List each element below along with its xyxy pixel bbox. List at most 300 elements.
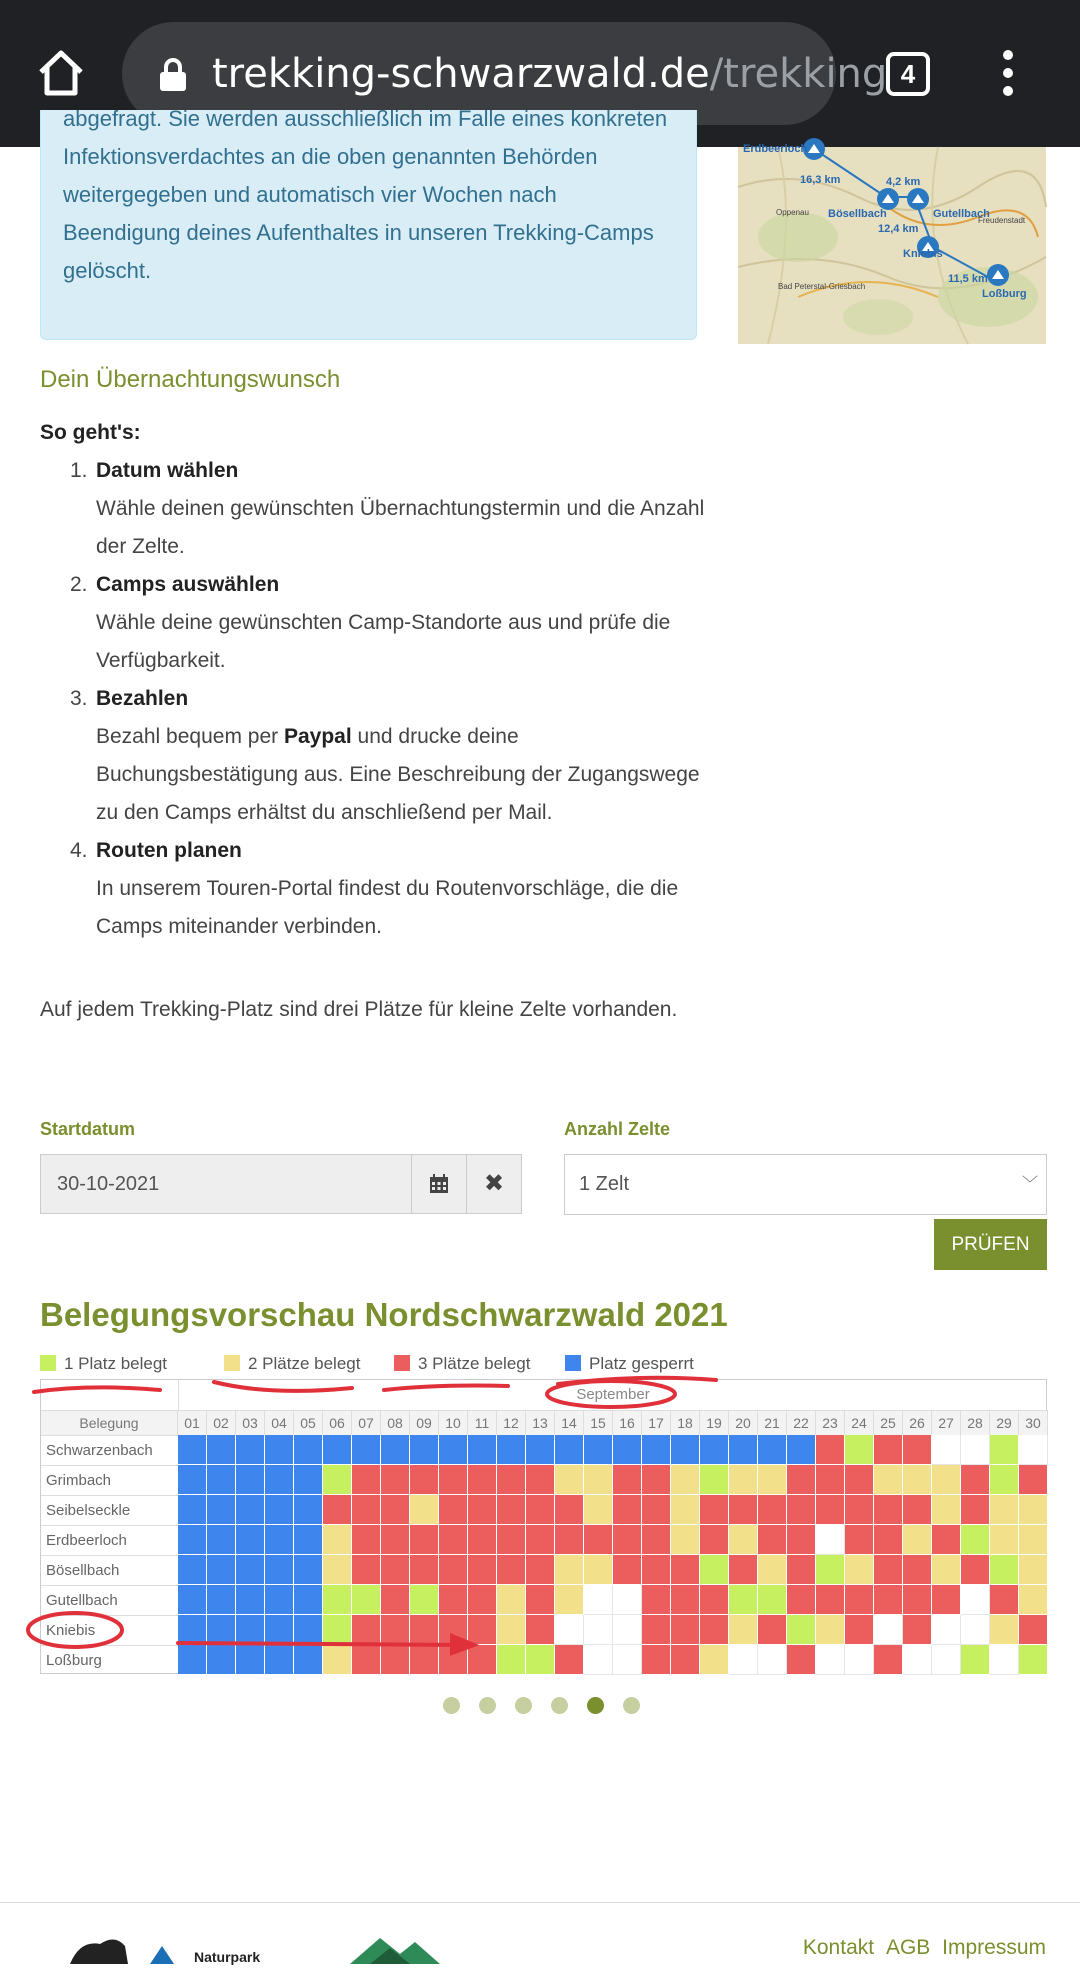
occupancy-cell[interactable] — [265, 1615, 294, 1645]
occupancy-cell[interactable] — [700, 1645, 729, 1675]
occupancy-cell[interactable] — [236, 1555, 265, 1585]
occupancy-cell[interactable] — [439, 1495, 468, 1525]
occupancy-cell[interactable] — [381, 1465, 410, 1495]
occupancy-cell[interactable] — [932, 1645, 961, 1675]
day-header: 08 — [381, 1410, 410, 1435]
occupancy-cell[interactable] — [265, 1585, 294, 1615]
occupancy-cell[interactable] — [323, 1615, 352, 1645]
occupancy-cell[interactable] — [294, 1435, 323, 1465]
occupancy-cell[interactable] — [352, 1465, 381, 1495]
occupancy-cell[interactable] — [903, 1615, 932, 1645]
occupancy-cell[interactable] — [700, 1585, 729, 1615]
occupancy-cell[interactable] — [555, 1615, 584, 1645]
occupancy-cell[interactable] — [845, 1615, 874, 1645]
day-header: 24 — [845, 1410, 874, 1435]
day-header: 10 — [439, 1410, 468, 1435]
occupancy-cell[interactable] — [584, 1615, 613, 1645]
occupancy-cell[interactable] — [816, 1525, 845, 1555]
occupancy-cell[interactable] — [468, 1555, 497, 1585]
occupancy-cell[interactable] — [555, 1645, 584, 1675]
carousel-dot[interactable] — [479, 1697, 496, 1714]
day-header: 28 — [961, 1410, 990, 1435]
tents-label: Anzahl Zelte — [564, 1119, 671, 1139]
occupancy-cell[interactable] — [845, 1465, 874, 1495]
occupancy-cell[interactable] — [671, 1615, 700, 1645]
step-title: Bezahlen — [96, 687, 189, 710]
occupancy-cell[interactable] — [729, 1465, 758, 1495]
occupancy-cell[interactable] — [671, 1495, 700, 1525]
occupancy-cell[interactable] — [526, 1495, 555, 1525]
url-text: trekking-schwarzwald.de/trekking — [212, 51, 888, 97]
occupancy-cell[interactable] — [729, 1495, 758, 1525]
occupancy-cell[interactable] — [352, 1495, 381, 1525]
occupancy-cell[interactable] — [816, 1585, 845, 1615]
occupancy-cell[interactable] — [439, 1555, 468, 1585]
occupancy-cell[interactable] — [787, 1645, 816, 1675]
occupancy-cell[interactable] — [787, 1525, 816, 1555]
occupancy-cell[interactable] — [758, 1495, 787, 1525]
paypal-label: Paypal — [283, 725, 352, 748]
occupancy-cell[interactable] — [787, 1465, 816, 1495]
info-line: weitergegeben und automatisch vier Wochen nach — [63, 182, 557, 207]
occupancy-cell[interactable] — [700, 1615, 729, 1645]
occupancy-cell[interactable] — [1019, 1585, 1048, 1615]
occupancy-cell[interactable] — [439, 1525, 468, 1555]
occupancy-cell[interactable] — [1019, 1465, 1048, 1495]
occupancy-cell[interactable] — [932, 1465, 961, 1495]
occupancy-cell[interactable] — [178, 1555, 207, 1585]
occupancy-cell[interactable] — [845, 1435, 874, 1465]
occupancy-cell[interactable] — [671, 1435, 700, 1465]
occupancy-cell[interactable] — [729, 1615, 758, 1645]
occupancy-cell[interactable] — [468, 1645, 497, 1675]
occupancy-cell[interactable] — [961, 1495, 990, 1525]
occupancy-cell[interactable] — [961, 1555, 990, 1585]
footer-link-kontakt[interactable]: Kontakt — [802, 1936, 875, 1959]
occupancy-cell[interactable] — [874, 1645, 903, 1675]
occupancy-cell[interactable] — [932, 1525, 961, 1555]
occupancy-cell[interactable] — [381, 1495, 410, 1525]
occupancy-cell[interactable] — [613, 1465, 642, 1495]
occupancy-cell[interactable] — [874, 1495, 903, 1525]
start-date-input[interactable]: 30-10-2021 — [40, 1154, 412, 1214]
day-header: 05 — [294, 1410, 323, 1435]
occupancy-cell[interactable] — [381, 1645, 410, 1675]
occupancy-cell[interactable] — [584, 1645, 613, 1675]
occupancy-cell[interactable] — [178, 1615, 207, 1645]
occupancy-cell[interactable] — [1019, 1525, 1048, 1555]
home-icon[interactable] — [36, 48, 86, 98]
occupancy-cell[interactable] — [845, 1645, 874, 1675]
occupancy-cell[interactable] — [671, 1555, 700, 1585]
occupancy-cell[interactable] — [381, 1555, 410, 1585]
occupancy-cell[interactable] — [265, 1525, 294, 1555]
day-header: 25 — [874, 1410, 903, 1435]
footer-divider — [0, 1902, 1080, 1903]
occupancy-cell[interactable] — [816, 1645, 845, 1675]
footer-link-impressum[interactable]: Impressum — [942, 1936, 1046, 1959]
occupancy-cell[interactable] — [439, 1435, 468, 1465]
occupancy-cell[interactable] — [961, 1585, 990, 1615]
occupancy-cell[interactable] — [294, 1645, 323, 1675]
occupancy-cell[interactable] — [207, 1525, 236, 1555]
occupancy-cell[interactable] — [236, 1435, 265, 1465]
occupancy-cell[interactable] — [642, 1465, 671, 1495]
occupancy-cell[interactable] — [758, 1465, 787, 1495]
occupancy-cell[interactable] — [961, 1525, 990, 1555]
occupancy-cell[interactable] — [352, 1645, 381, 1675]
occupancy-cell[interactable] — [410, 1465, 439, 1495]
day-header: 02 — [207, 1410, 236, 1435]
occupancy-cell[interactable] — [352, 1615, 381, 1645]
occupancy-cell[interactable] — [526, 1465, 555, 1495]
occupancy-cell[interactable] — [265, 1555, 294, 1585]
occupancy-cell[interactable] — [497, 1585, 526, 1615]
occupancy-cell[interactable] — [613, 1495, 642, 1525]
step-text: Wähle deinen gewünschten Übernachtungstermin und die Anzahl der Zelte. — [96, 497, 705, 558]
occupancy-grid — [40, 1379, 1047, 1674]
occupancy-cell[interactable] — [787, 1615, 816, 1645]
chevron-down-icon: ﹀ — [1021, 1176, 1038, 1193]
occupancy-cell[interactable] — [990, 1495, 1019, 1525]
occupancy-cell[interactable] — [758, 1645, 787, 1675]
occupancy-cell[interactable] — [961, 1645, 990, 1675]
occupancy-cell[interactable] — [671, 1585, 700, 1615]
occupancy-cell[interactable] — [874, 1585, 903, 1615]
tab-switcher-button[interactable]: 4 — [886, 52, 930, 96]
legend-swatch — [394, 1355, 410, 1371]
camp-row-label: Grimbach — [41, 1465, 178, 1495]
occupancy-cell[interactable] — [497, 1645, 526, 1675]
occupancy-cell[interactable] — [787, 1495, 816, 1525]
occupancy-cell[interactable] — [294, 1495, 323, 1525]
occupancy-cell[interactable] — [555, 1555, 584, 1585]
occupancy-cell[interactable] — [323, 1585, 352, 1615]
carousel-dot[interactable] — [551, 1697, 568, 1714]
occupancy-cell[interactable] — [758, 1615, 787, 1645]
occupancy-cell[interactable] — [381, 1435, 410, 1465]
occupancy-cell[interactable] — [468, 1525, 497, 1555]
occupancy-cell[interactable] — [729, 1435, 758, 1465]
occupancy-cell[interactable] — [584, 1495, 613, 1525]
occupancy-cell[interactable] — [874, 1615, 903, 1645]
occupancy-cell[interactable] — [700, 1525, 729, 1555]
occupancy-cell[interactable] — [932, 1585, 961, 1615]
occupancy-cell[interactable] — [845, 1495, 874, 1525]
occupancy-cell[interactable] — [410, 1555, 439, 1585]
occupancy-cell[interactable] — [294, 1615, 323, 1645]
occupancy-cell[interactable] — [816, 1555, 845, 1585]
occupancy-cell[interactable] — [294, 1555, 323, 1585]
occupancy-cell[interactable] — [207, 1465, 236, 1495]
occupancy-cell[interactable] — [874, 1465, 903, 1495]
day-header: 15 — [584, 1410, 613, 1435]
occupancy-cell[interactable] — [265, 1435, 294, 1465]
occupancy-cell[interactable] — [410, 1615, 439, 1645]
occupancy-cell[interactable] — [758, 1555, 787, 1585]
info-line: Beendigung deines Aufenthaltes in unseren Trekking-Camps — [63, 220, 654, 245]
occupancy-cell[interactable] — [990, 1465, 1019, 1495]
occupancy-cell[interactable] — [758, 1435, 787, 1465]
occupancy-cell[interactable] — [526, 1525, 555, 1555]
occupancy-cell[interactable] — [294, 1585, 323, 1615]
occupancy-cell[interactable] — [1019, 1495, 1048, 1525]
occupancy-cell[interactable] — [381, 1615, 410, 1645]
occupancy-cell[interactable] — [816, 1495, 845, 1525]
occupancy-cell[interactable] — [236, 1645, 265, 1675]
footer-link-agb[interactable]: AGB — [885, 1936, 931, 1959]
check-availability-button[interactable]: PRÜFEN — [934, 1219, 1047, 1270]
map-label: Gutellbach — [933, 208, 990, 220]
occupancy-cell[interactable] — [642, 1585, 671, 1615]
occupancy-cell[interactable] — [497, 1435, 526, 1465]
occupancy-cell[interactable] — [729, 1585, 758, 1615]
occupancy-cell[interactable] — [584, 1465, 613, 1495]
occupancy-cell[interactable] — [729, 1555, 758, 1585]
occupancy-cell[interactable] — [265, 1465, 294, 1495]
occupancy-cell[interactable] — [700, 1495, 729, 1525]
camp-map[interactable] — [738, 143, 1046, 344]
occupancy-cell[interactable] — [642, 1555, 671, 1585]
day-header: 19 — [700, 1410, 729, 1435]
occupancy-cell[interactable] — [758, 1525, 787, 1555]
occupancy-cell[interactable] — [758, 1585, 787, 1615]
occupancy-cell[interactable] — [178, 1525, 207, 1555]
occupancy-cell[interactable] — [787, 1435, 816, 1465]
occupancy-cell[interactable] — [932, 1435, 961, 1465]
occupancy-cell[interactable] — [613, 1525, 642, 1555]
occupancy-cell[interactable] — [903, 1465, 932, 1495]
occupancy-cell[interactable] — [178, 1585, 207, 1615]
occupancy-cell[interactable] — [613, 1585, 642, 1615]
occupancy-cell[interactable] — [410, 1495, 439, 1525]
camp-row-label: Schwarzenbach — [41, 1435, 178, 1465]
occupancy-cell[interactable] — [700, 1555, 729, 1585]
occupancy-cell[interactable] — [381, 1525, 410, 1555]
occupancy-cell[interactable] — [932, 1615, 961, 1645]
occupancy-cell[interactable] — [207, 1435, 236, 1465]
occupancy-cell[interactable] — [642, 1645, 671, 1675]
occupancy-cell[interactable] — [526, 1645, 555, 1675]
occupancy-cell[interactable] — [903, 1435, 932, 1465]
legend-item: 2 Plätze belegt — [224, 1352, 360, 1376]
occupancy-cell[interactable] — [642, 1495, 671, 1525]
occupancy-cell[interactable] — [845, 1525, 874, 1555]
occupancy-cell[interactable] — [642, 1525, 671, 1555]
occupancy-cell[interactable] — [845, 1555, 874, 1585]
camp-row-label: Bösellbach — [41, 1555, 178, 1585]
occupancy-cell[interactable] — [555, 1435, 584, 1465]
occupancy-cell[interactable] — [584, 1555, 613, 1585]
occupancy-cell[interactable] — [236, 1465, 265, 1495]
occupancy-cell[interactable] — [497, 1615, 526, 1645]
carousel-dot[interactable] — [623, 1697, 640, 1714]
occupancy-cell[interactable] — [700, 1465, 729, 1495]
occupancy-cell[interactable] — [236, 1525, 265, 1555]
occupancy-cell[interactable] — [816, 1465, 845, 1495]
occupancy-cell[interactable] — [468, 1615, 497, 1645]
occupancy-cell[interactable] — [207, 1585, 236, 1615]
occupancy-cell[interactable] — [903, 1645, 932, 1675]
occupancy-cell[interactable] — [294, 1525, 323, 1555]
occupancy-cell[interactable] — [961, 1465, 990, 1495]
clear-date-icon[interactable]: ✖ — [466, 1154, 522, 1214]
occupancy-cell[interactable] — [410, 1525, 439, 1555]
occupancy-cell[interactable] — [642, 1435, 671, 1465]
camp-row-label: Gutellbach — [41, 1585, 178, 1615]
naturpark-logo-text: Naturpark — [194, 1949, 261, 1965]
step-text: Bezahl bequem per Paypal und drucke deine Buchungsbestätigung aus. Eine Beschreibung der Zugangswege zu den Camps erhältst du anschließend per Mail. — [96, 725, 700, 824]
occupancy-cell[interactable] — [439, 1585, 468, 1615]
carousel-dot[interactable] — [515, 1697, 532, 1714]
occupancy-cell[interactable] — [1019, 1615, 1048, 1645]
occupancy-cell[interactable] — [584, 1585, 613, 1615]
day-header: 18 — [671, 1410, 700, 1435]
occupancy-cell[interactable] — [816, 1435, 845, 1465]
overflow-menu-icon[interactable] — [998, 50, 1018, 100]
carousel-dot[interactable] — [443, 1697, 460, 1714]
occupancy-cell[interactable] — [961, 1615, 990, 1645]
occupancy-cell[interactable] — [903, 1525, 932, 1555]
occupancy-cell[interactable] — [468, 1435, 497, 1465]
occupancy-cell[interactable] — [700, 1435, 729, 1465]
occupancy-cell[interactable] — [236, 1495, 265, 1525]
occupancy-cell[interactable] — [178, 1465, 207, 1495]
step-text: Wähle deine gewünschten Camp-Standorte aus und prüfe die Verfügbarkeit. — [96, 611, 671, 672]
occupancy-cell[interactable] — [207, 1555, 236, 1585]
occupancy-cell[interactable] — [439, 1645, 468, 1675]
legend-swatch — [40, 1355, 56, 1371]
map-label: Freudenstadt — [978, 216, 1026, 225]
occupancy-cell[interactable] — [178, 1645, 207, 1675]
occupancy-cell[interactable] — [671, 1645, 700, 1675]
occupancy-cell[interactable] — [903, 1555, 932, 1585]
occupancy-cell[interactable] — [874, 1435, 903, 1465]
occupancy-cell[interactable] — [323, 1435, 352, 1465]
occupancy-cell[interactable] — [990, 1585, 1019, 1615]
occupancy-cell[interactable] — [990, 1435, 1019, 1465]
occupancy-cell[interactable] — [729, 1645, 758, 1675]
occupancy-cell[interactable] — [526, 1555, 555, 1585]
occupancy-cell[interactable] — [671, 1465, 700, 1495]
occupancy-cell[interactable] — [671, 1525, 700, 1555]
occupancy-cell[interactable] — [352, 1555, 381, 1585]
occupancy-cell[interactable] — [439, 1615, 468, 1645]
tents-select[interactable] — [564, 1154, 1047, 1215]
occupancy-cell[interactable] — [468, 1495, 497, 1525]
occupancy-cell[interactable] — [323, 1555, 352, 1585]
occupancy-cell[interactable] — [584, 1525, 613, 1555]
map-label: Oppenau — [776, 208, 809, 217]
occupancy-cell[interactable] — [613, 1435, 642, 1465]
occupancy-cell[interactable] — [613, 1555, 642, 1585]
occupancy-cell[interactable] — [990, 1555, 1019, 1585]
occupancy-cell[interactable] — [468, 1465, 497, 1495]
occupancy-cell[interactable] — [265, 1495, 294, 1525]
occupancy-cell[interactable] — [1019, 1645, 1048, 1675]
occupancy-cell[interactable] — [584, 1435, 613, 1465]
occupancy-cell[interactable] — [352, 1585, 381, 1615]
occupancy-cell[interactable] — [323, 1645, 352, 1675]
section-title: Dein Übernachtungswunsch — [40, 366, 341, 393]
occupancy-cell[interactable] — [352, 1435, 381, 1465]
occupancy-cell[interactable] — [526, 1615, 555, 1645]
occupancy-cell[interactable] — [787, 1585, 816, 1615]
occupancy-cell[interactable] — [497, 1525, 526, 1555]
occupancy-cell[interactable] — [207, 1645, 236, 1675]
occupancy-cell[interactable] — [874, 1555, 903, 1585]
occupancy-cell[interactable] — [323, 1465, 352, 1495]
legend-swatch — [224, 1355, 240, 1371]
carousel-dot[interactable] — [587, 1697, 604, 1714]
map-label: 12,4 km — [878, 223, 919, 235]
occupancy-cell[interactable] — [381, 1585, 410, 1615]
occupancy-cell[interactable] — [207, 1495, 236, 1525]
occupancy-cell[interactable] — [497, 1495, 526, 1525]
occupancy-cell[interactable] — [990, 1645, 1019, 1675]
day-header: 09 — [410, 1410, 439, 1435]
day-header: 17 — [642, 1410, 671, 1435]
occupancy-cell[interactable] — [497, 1555, 526, 1585]
occupancy-cell[interactable] — [787, 1555, 816, 1585]
occupancy-cell[interactable] — [1019, 1435, 1048, 1465]
occupancy-cell[interactable] — [526, 1435, 555, 1465]
occupancy-cell[interactable] — [903, 1585, 932, 1615]
occupancy-cell[interactable] — [1019, 1555, 1048, 1585]
occupancy-cell[interactable] — [613, 1615, 642, 1645]
occupancy-cell[interactable] — [613, 1645, 642, 1675]
occupancy-cell[interactable] — [642, 1615, 671, 1645]
occupancy-cell[interactable] — [178, 1435, 207, 1465]
occupancy-cell[interactable] — [323, 1495, 352, 1525]
occupancy-cell[interactable] — [178, 1495, 207, 1525]
occupancy-cell[interactable] — [323, 1525, 352, 1555]
occupancy-cell[interactable] — [497, 1465, 526, 1495]
occupancy-cell[interactable] — [294, 1465, 323, 1495]
lock-icon — [158, 58, 188, 92]
occupancy-cell[interactable] — [207, 1615, 236, 1645]
occupancy-cell[interactable] — [410, 1645, 439, 1675]
occupancy-cell[interactable] — [236, 1585, 265, 1615]
occupancy-cell[interactable] — [845, 1585, 874, 1615]
occupancy-cell[interactable] — [555, 1525, 584, 1555]
occupancy-cell[interactable] — [526, 1585, 555, 1615]
occupancy-cell[interactable] — [468, 1585, 497, 1615]
occupancy-cell[interactable] — [555, 1465, 584, 1495]
occupancy-cell[interactable] — [932, 1495, 961, 1525]
occupancy-cell[interactable] — [816, 1615, 845, 1645]
occupancy-cell[interactable] — [236, 1615, 265, 1645]
occupancy-cell[interactable] — [555, 1585, 584, 1615]
occupancy-cell[interactable] — [555, 1495, 584, 1525]
occupancy-cell[interactable] — [265, 1645, 294, 1675]
occupancy-cell[interactable] — [729, 1525, 758, 1555]
occupancy-cell[interactable] — [410, 1435, 439, 1465]
occupancy-cell[interactable] — [961, 1435, 990, 1465]
occupancy-cell[interactable] — [990, 1615, 1019, 1645]
occupancy-cell[interactable] — [903, 1495, 932, 1525]
occupancy-cell[interactable] — [352, 1525, 381, 1555]
occupancy-cell[interactable] — [932, 1555, 961, 1585]
occupancy-cell[interactable] — [410, 1585, 439, 1615]
occupancy-cell[interactable] — [874, 1525, 903, 1555]
day-header: 21 — [758, 1410, 787, 1435]
day-header: 04 — [265, 1410, 294, 1435]
occupancy-cell[interactable] — [439, 1465, 468, 1495]
footer-links — [797, 1936, 1046, 1960]
calendar-icon[interactable] — [411, 1154, 467, 1214]
occupancy-cell[interactable] — [990, 1525, 1019, 1555]
